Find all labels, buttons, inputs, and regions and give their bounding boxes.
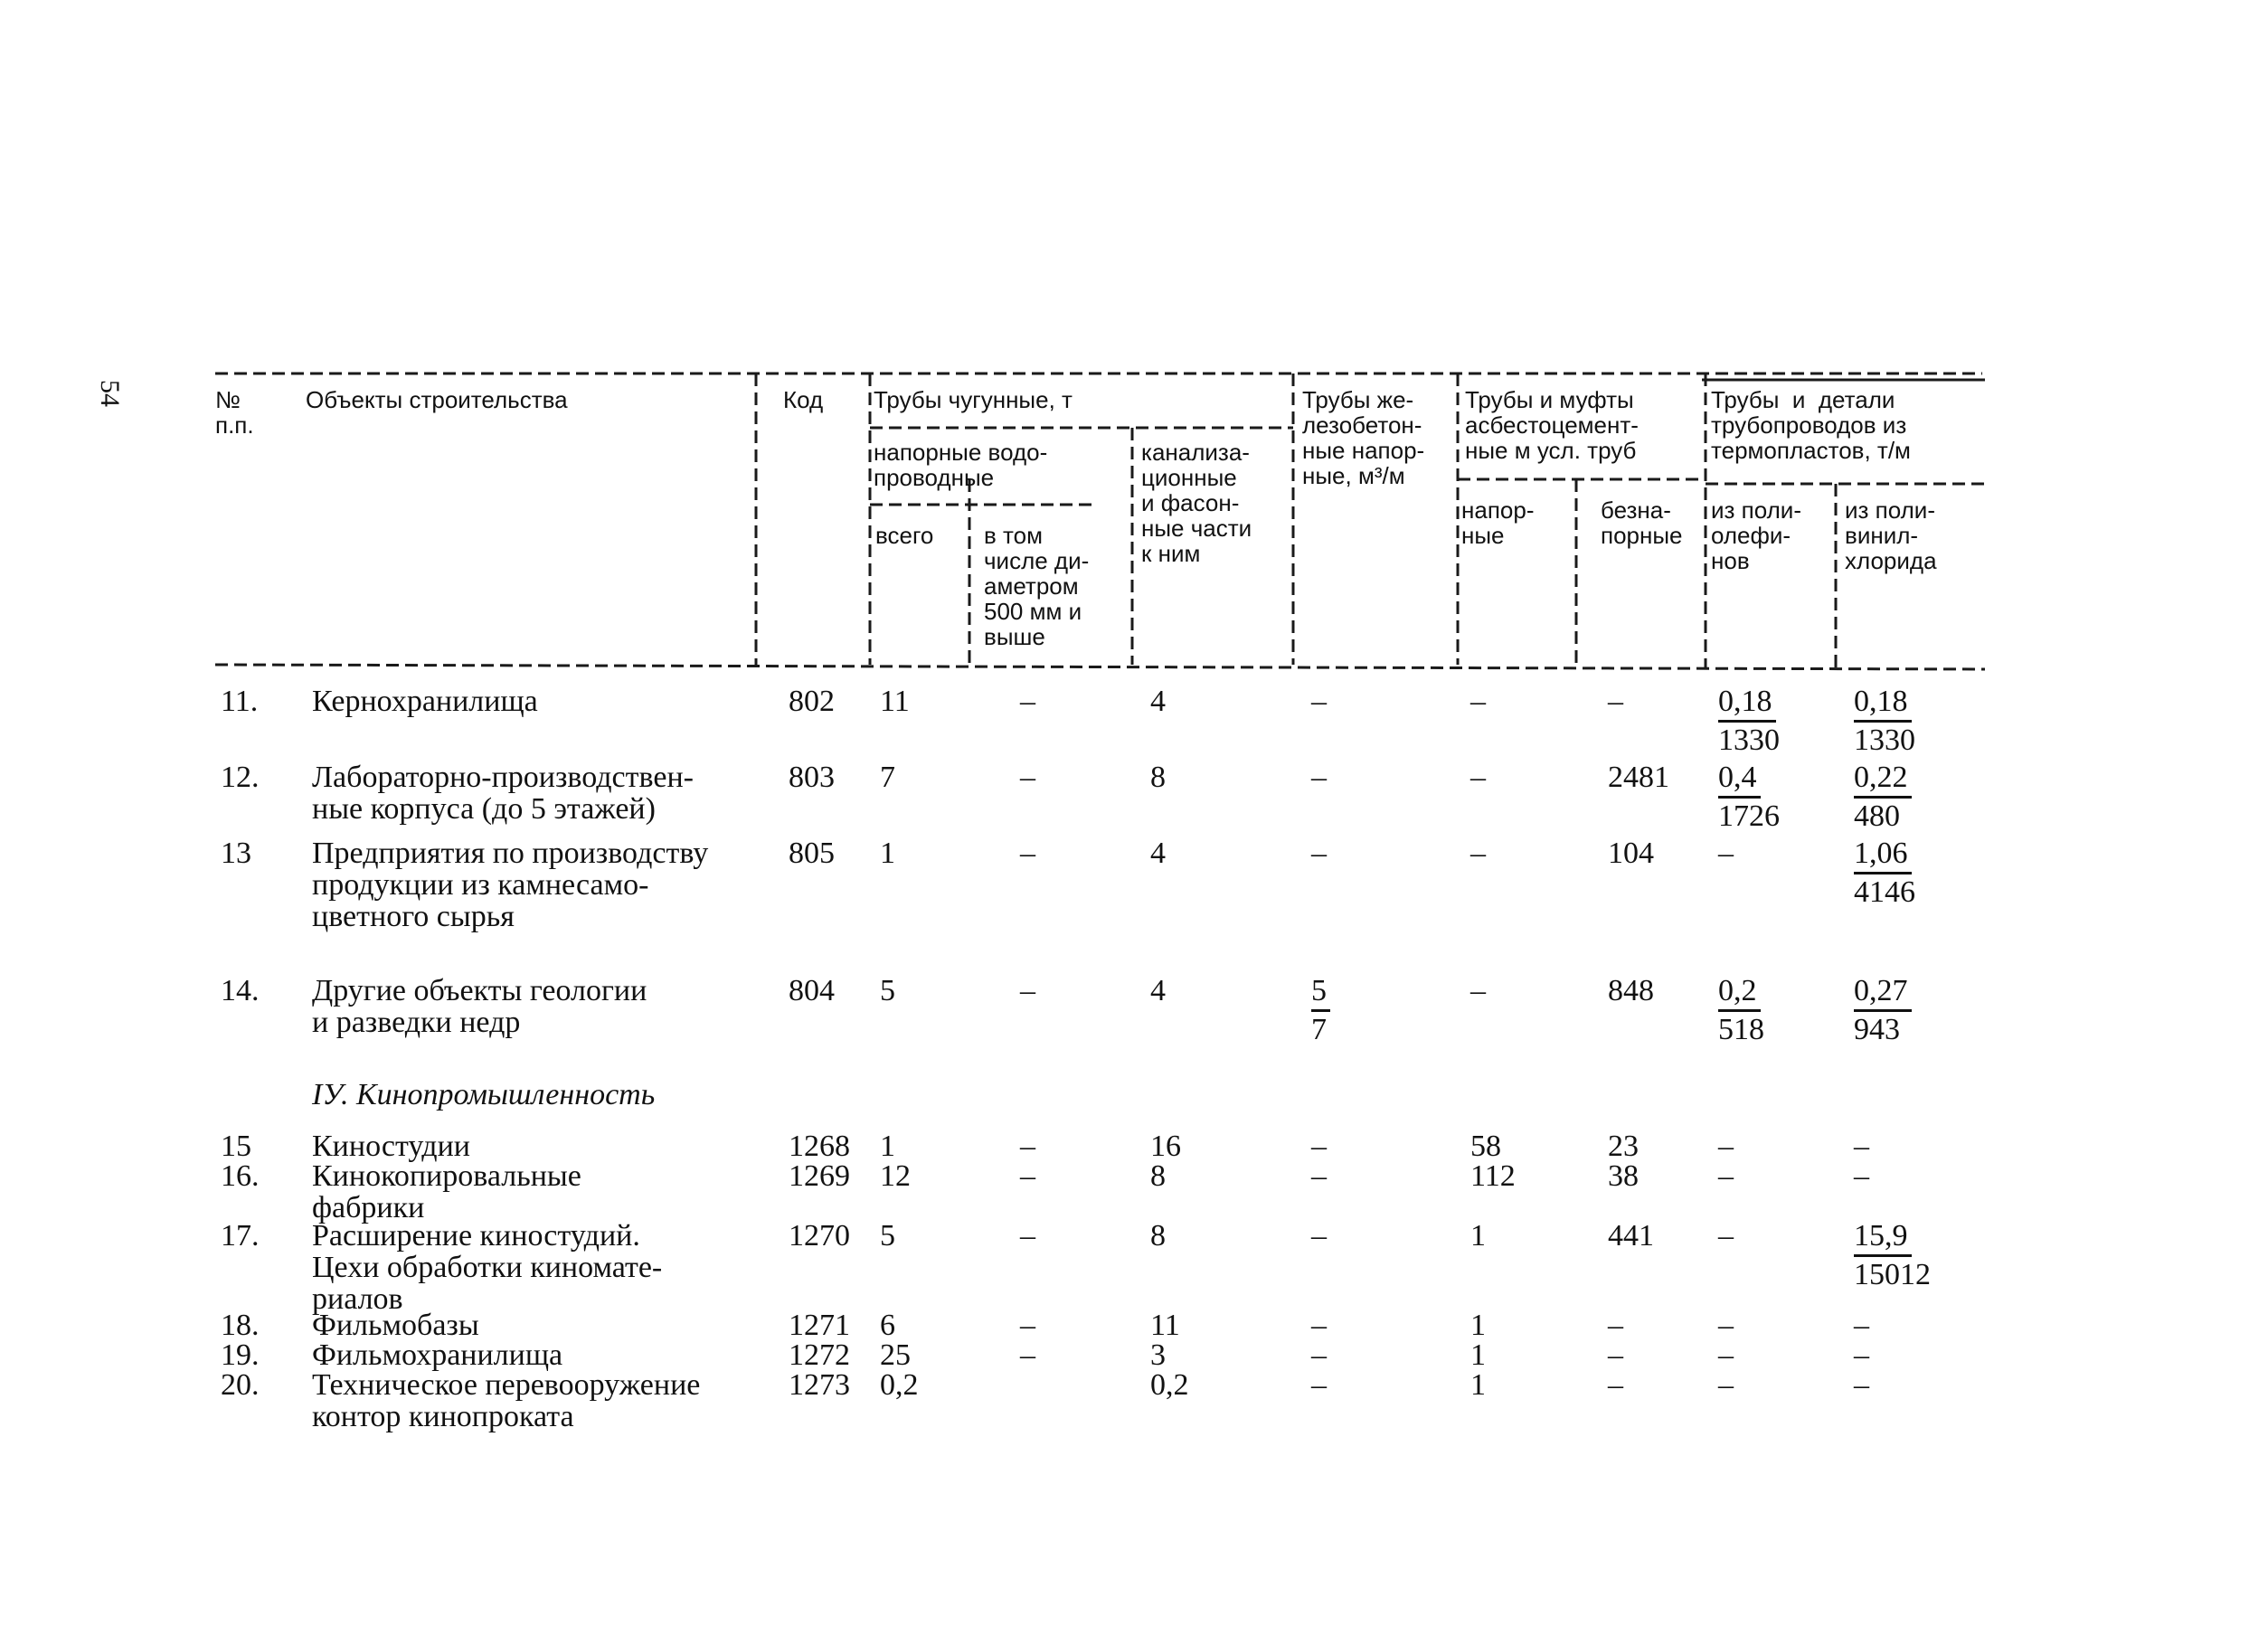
fraction-denominator: 4146	[1854, 875, 1915, 909]
cell-poly: –	[1718, 837, 1734, 870]
cell-n: 19.	[221, 1338, 260, 1372]
cell-poly: –	[1718, 1338, 1734, 1372]
fraction-denominator: 1330	[1718, 723, 1780, 757]
cell-pvc-fraction	[1854, 1218, 1931, 1293]
cell-sewer: 4	[1150, 685, 1166, 718]
cell-rc: –	[1311, 685, 1327, 718]
cell-rc: –	[1311, 1338, 1327, 1372]
cell-sewer: 8	[1150, 1159, 1166, 1193]
fraction-numerator: 0,27	[1854, 973, 1912, 1012]
cell-sewer: 8	[1150, 761, 1166, 794]
section-title: IУ. Кинопромышленность	[312, 1078, 656, 1111]
fraction-numerator: 0,4	[1718, 760, 1761, 799]
cell-asb_p: 1	[1470, 1309, 1486, 1342]
cell-pvc: –	[1854, 1130, 1869, 1163]
fraction-numerator: 5	[1311, 973, 1330, 1012]
header-sewer: канализа- ционные и фасон- ные части к ним	[1141, 439, 1252, 567]
cell-diam: –	[1020, 837, 1035, 870]
header-asb-nonpressure: безна- порные	[1601, 496, 1683, 549]
cell-poly: –	[1718, 1159, 1734, 1193]
header-object: Объекты строительства	[306, 386, 568, 413]
cell-diam: –	[1020, 974, 1035, 1007]
cell-poly: –	[1718, 1309, 1734, 1342]
fraction-numerator: 0,18	[1718, 684, 1776, 723]
cell-name: Фильмобазы	[312, 1309, 479, 1342]
cell-diam: –	[1020, 1159, 1035, 1193]
header-pressure-water: напорные водо- проводные	[874, 439, 1048, 491]
cell-pvc: –	[1854, 1338, 1869, 1372]
header-bottom-rule	[215, 665, 1985, 669]
cell-asb_p: 1	[1470, 1338, 1486, 1372]
cell-code: 802	[789, 685, 835, 718]
header-cast-iron: Трубы чугунные, т	[874, 386, 1073, 413]
cell-poly-fraction	[1718, 684, 1780, 759]
cell-total: 5	[880, 1219, 895, 1253]
cell-pvc: –	[1854, 1309, 1869, 1342]
fraction-numerator: 1,06	[1854, 836, 1912, 874]
cell-sewer: 4	[1150, 974, 1166, 1007]
cell-sewer: 11	[1150, 1309, 1180, 1342]
cell-asb_np: 23	[1608, 1130, 1639, 1163]
header-asbestos: Трубы и муфты асбестоцемент- ные м усл. труб	[1465, 386, 1639, 464]
cell-total: 25	[880, 1338, 911, 1372]
fraction-denominator: 1726	[1718, 799, 1780, 833]
fraction-denominator: 480	[1854, 799, 1900, 833]
cell-poly-fraction	[1718, 973, 1764, 1048]
cell-diam: –	[1020, 1130, 1035, 1163]
cell-rc: –	[1311, 1309, 1327, 1342]
fraction-numerator: 0,18	[1854, 684, 1912, 723]
cell-rc-fraction	[1311, 973, 1330, 1048]
cell-asb_p: –	[1470, 685, 1486, 718]
fraction-denominator: 7	[1311, 1013, 1327, 1046]
fraction-denominator: 1330	[1854, 723, 1915, 757]
cell-sewer: 8	[1150, 1219, 1166, 1253]
cell-n: 14.	[221, 974, 260, 1007]
cell-asb_p: –	[1470, 837, 1486, 870]
cell-diam: –	[1020, 1219, 1035, 1253]
fraction-denominator: 15012	[1854, 1258, 1931, 1291]
cell-code: 804	[789, 974, 835, 1007]
cell-name: Киностудии	[312, 1130, 470, 1163]
cell-sewer: 16	[1150, 1130, 1181, 1163]
cell-code: 1269	[789, 1159, 850, 1193]
cell-asb_p: –	[1470, 974, 1486, 1007]
cell-asb_p: 58	[1470, 1130, 1501, 1163]
cell-rc: –	[1311, 1219, 1327, 1253]
cell-n: 12.	[221, 761, 260, 794]
header-num: № п.п.	[215, 386, 254, 439]
header-code: Код	[783, 386, 824, 413]
fraction-numerator: 0,22	[1854, 760, 1912, 799]
cell-asb_p: 112	[1470, 1159, 1516, 1193]
cell-diam: –	[1020, 685, 1035, 718]
cell-n: 17.	[221, 1219, 260, 1253]
fraction-denominator: 518	[1718, 1013, 1764, 1046]
cell-pvc-fraction	[1854, 836, 1915, 911]
cell-code: 1273	[789, 1368, 850, 1402]
cell-asb_np: 38	[1608, 1159, 1639, 1193]
cell-sewer: 4	[1150, 837, 1166, 870]
cell-n: 20.	[221, 1368, 260, 1402]
cell-asb_np: 104	[1608, 837, 1654, 870]
cell-pvc: –	[1854, 1159, 1869, 1193]
cell-name: Фильмохранилища	[312, 1338, 563, 1372]
cell-asb_p: 1	[1470, 1368, 1486, 1402]
cell-diam: –	[1020, 1338, 1035, 1372]
fraction-denominator: 943	[1854, 1013, 1900, 1046]
header-pvc: из поли- винил- хлорида	[1845, 496, 1937, 574]
cell-sewer: 0,2	[1150, 1368, 1189, 1402]
cell-asb_p: 1	[1470, 1219, 1486, 1253]
cell-rc: –	[1311, 1368, 1327, 1402]
cell-code: 1271	[789, 1309, 850, 1342]
cell-asb_np: –	[1608, 1338, 1623, 1372]
fraction-numerator: 0,2	[1718, 973, 1761, 1012]
cell-name: Расширение киностудий. Цехи обработки киномате- риалов	[312, 1219, 663, 1316]
cell-n: 13	[221, 837, 251, 870]
cell-total: 11	[880, 685, 910, 718]
cell-code: 805	[789, 837, 835, 870]
fraction-numerator: 15,9	[1854, 1218, 1912, 1257]
cell-n: 16.	[221, 1159, 260, 1193]
cell-rc: –	[1311, 1159, 1327, 1193]
cell-poly-fraction	[1718, 760, 1780, 835]
cell-total: 7	[880, 761, 895, 794]
cell-asb_np: 2481	[1608, 761, 1669, 794]
cell-pvc-fraction	[1854, 973, 1912, 1048]
cell-n: 11.	[221, 685, 259, 718]
header-rc-pipes: Трубы же- лезобетон- ные напор- ные, м³/м	[1302, 386, 1425, 489]
cell-asb_np: –	[1608, 1368, 1623, 1402]
cell-name: Лабораторно-производствен- ные корпуса (до 5 этажей)	[312, 761, 694, 826]
cell-total: 1	[880, 1130, 895, 1163]
header-thermoplastics: Трубы и детали трубопроводов из термопластов, т/м	[1711, 386, 1911, 464]
cell-asb_np: –	[1608, 685, 1623, 718]
header-polyolefin: из поли- олефи- нов	[1711, 496, 1801, 574]
cell-name: Кернохранилища	[312, 685, 538, 718]
cell-asb_np: 848	[1608, 974, 1654, 1007]
header-total: всего	[875, 522, 934, 549]
cell-diam: –	[1020, 761, 1035, 794]
cell-total: 0,2	[880, 1368, 919, 1402]
cell-n: 15	[221, 1130, 251, 1163]
cell-name: Кинокопировальные фабрики	[312, 1159, 581, 1224]
cell-code: 1272	[789, 1338, 850, 1372]
cell-asb_np: 441	[1608, 1219, 1654, 1253]
cell-asb_np: –	[1608, 1309, 1623, 1342]
cell-poly: –	[1718, 1130, 1734, 1163]
header-incl-diam: в том числе ди- аметром 500 мм и выше	[984, 522, 1090, 650]
cell-name: Техническое перевооружение контор кинопроката	[312, 1368, 701, 1433]
cell-n: 18.	[221, 1309, 260, 1342]
cell-asb_p: –	[1470, 761, 1486, 794]
cell-pvc-fraction	[1854, 760, 1912, 835]
cell-pvc-fraction	[1854, 684, 1915, 759]
cell-rc: –	[1311, 761, 1327, 794]
cell-name: Другие объекты геологии и разведки недр	[312, 974, 647, 1039]
header-asb-pressure: напор- ные	[1461, 496, 1535, 549]
cell-name: Предприятия по производству продукции из камнесамо- цветного сырья	[312, 837, 709, 933]
cell-diam: –	[1020, 1309, 1035, 1342]
cell-code: 1270	[789, 1219, 850, 1253]
cell-code: 1268	[789, 1130, 850, 1163]
cell-sewer: 3	[1150, 1338, 1166, 1372]
cell-total: 5	[880, 974, 895, 1007]
cell-total: 6	[880, 1309, 895, 1342]
cell-total: 12	[880, 1159, 911, 1193]
cell-code: 803	[789, 761, 835, 794]
cell-poly: –	[1718, 1368, 1734, 1402]
cell-rc: –	[1311, 1130, 1327, 1163]
cell-rc: –	[1311, 837, 1327, 870]
page-number: 54	[95, 380, 125, 407]
cell-total: 1	[880, 837, 895, 870]
cell-poly: –	[1718, 1219, 1734, 1253]
cell-pvc: –	[1854, 1368, 1869, 1402]
